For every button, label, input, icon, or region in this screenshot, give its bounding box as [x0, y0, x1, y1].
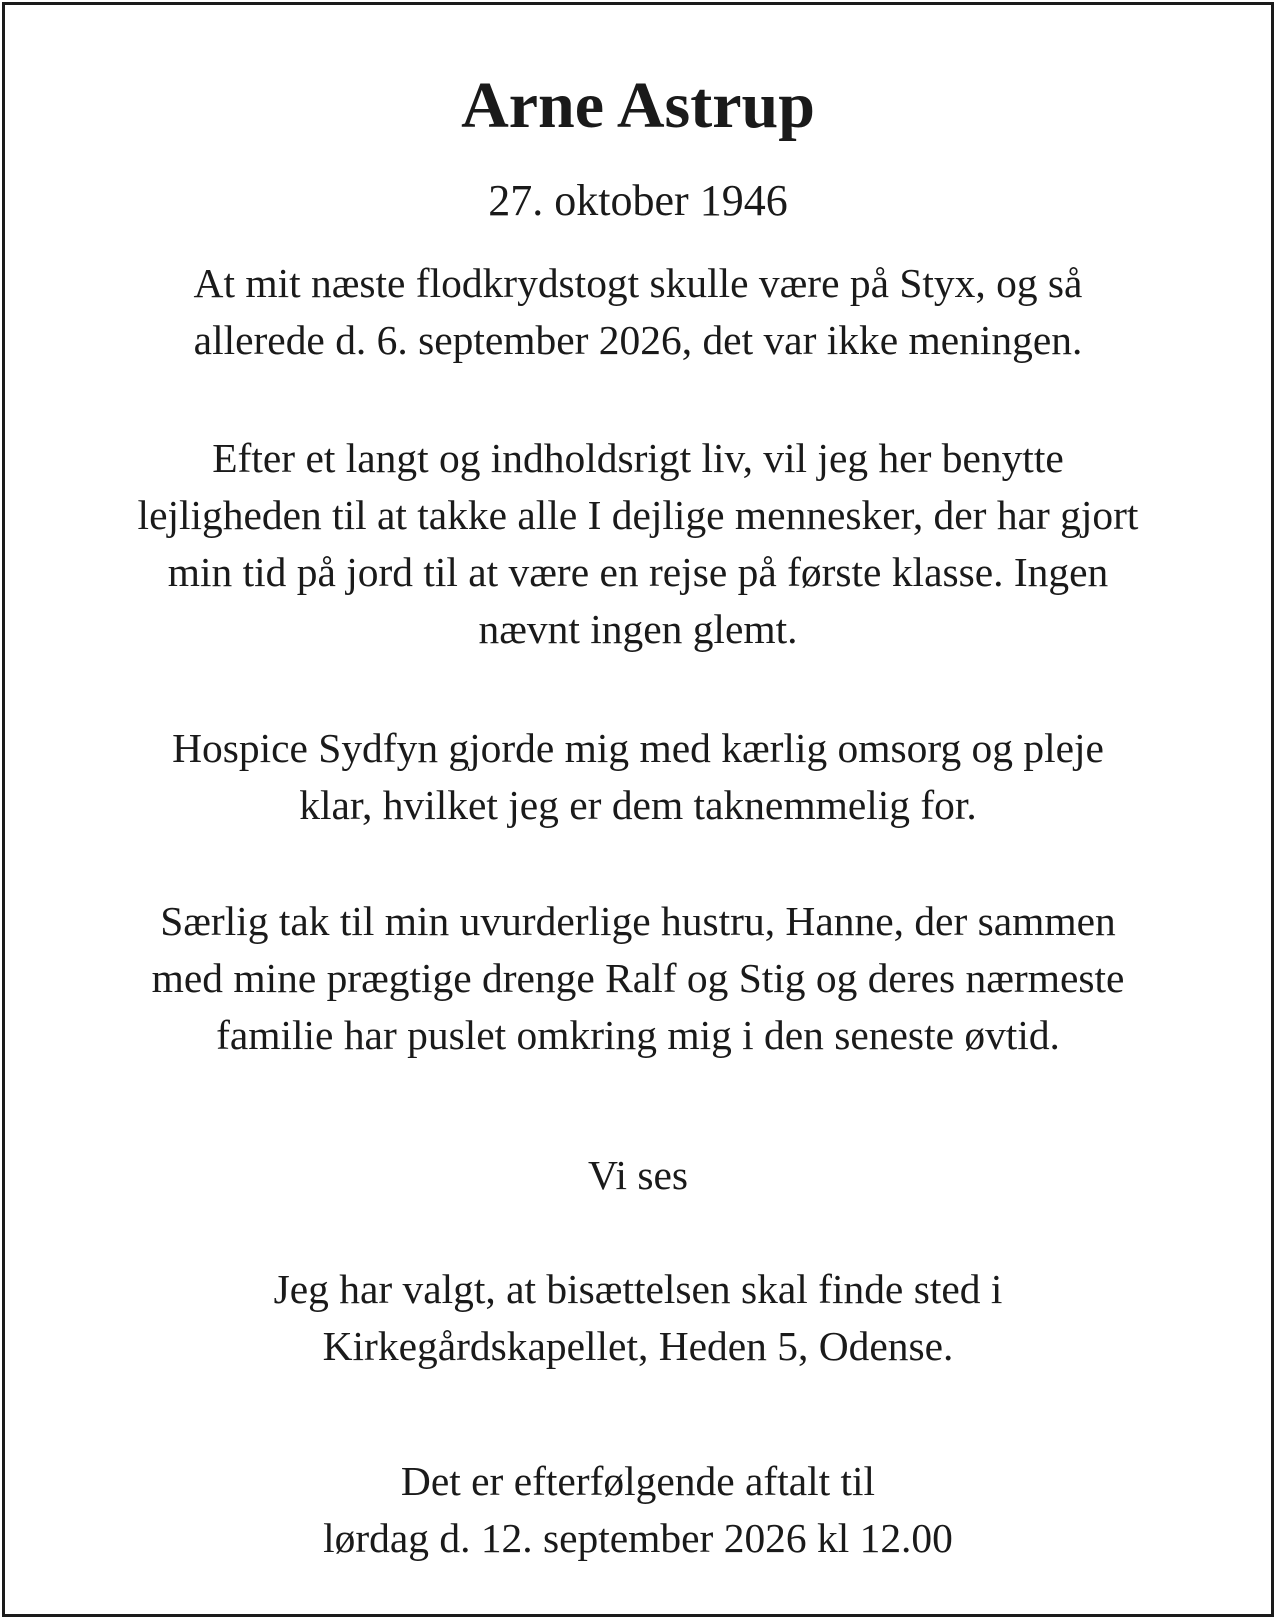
text-line: Det er efterfølgende aftalt til: [400, 1458, 876, 1504]
text-line: familie har puslet omkring mig i den seneste øvtid.: [216, 1012, 1060, 1058]
text-line: allerede d. 6. september 2026, det var ikke meningen.: [193, 317, 1083, 363]
text-line: Jeg har valgt, at bisættelsen skal finde sted i: [273, 1266, 1003, 1312]
text-line: lørdag d. 12. september 2026 kl 12.00: [323, 1515, 953, 1561]
deceased-name: Arne Astrup: [461, 69, 815, 142]
text-line: Efter et langt og indholdsrigt liv, vil jeg her benytte: [212, 435, 1064, 481]
text-line: klar, hvilket jeg er dem taknemmelig for.: [299, 782, 977, 828]
paragraph-farewell: [5, 255, 1271, 369]
text-line: min tid på jord til at være en rejse på første klasse. Ingen: [167, 549, 1109, 595]
paragraph-hospice: [5, 720, 1271, 834]
paragraph-gathering-time: [5, 1453, 1271, 1567]
text-line: lejligheden til at takke alle I dejlige mennesker, der har gjort: [137, 492, 1139, 538]
text-line: Hospice Sydfyn gjorde mig med kærlig omsorg og pleje: [172, 725, 1104, 771]
paragraph-goodbye: [5, 1147, 1271, 1204]
text-line: Vi ses: [588, 1152, 688, 1198]
paragraph-funeral-location: [5, 1261, 1271, 1375]
text-line: med mine prægtige drenge Ralf og Stig og deres nærmeste: [151, 955, 1125, 1001]
paragraph-family: [5, 893, 1271, 1064]
obituary-notice: [2, 2, 1274, 1617]
paragraph-thanks: [5, 430, 1271, 658]
birth-date: 27. oktober 1946: [488, 176, 788, 225]
text-line: Særlig tak til min uvurderlige hustru, Hanne, der sammen: [160, 898, 1116, 944]
text-line: nævnt ingen glemt.: [478, 606, 798, 652]
text-line: Kirkegårdskapellet, Heden 5, Odense.: [322, 1323, 954, 1369]
text-line: At mit næste flodkrydstogt skulle være på Styx, og så: [193, 260, 1083, 306]
